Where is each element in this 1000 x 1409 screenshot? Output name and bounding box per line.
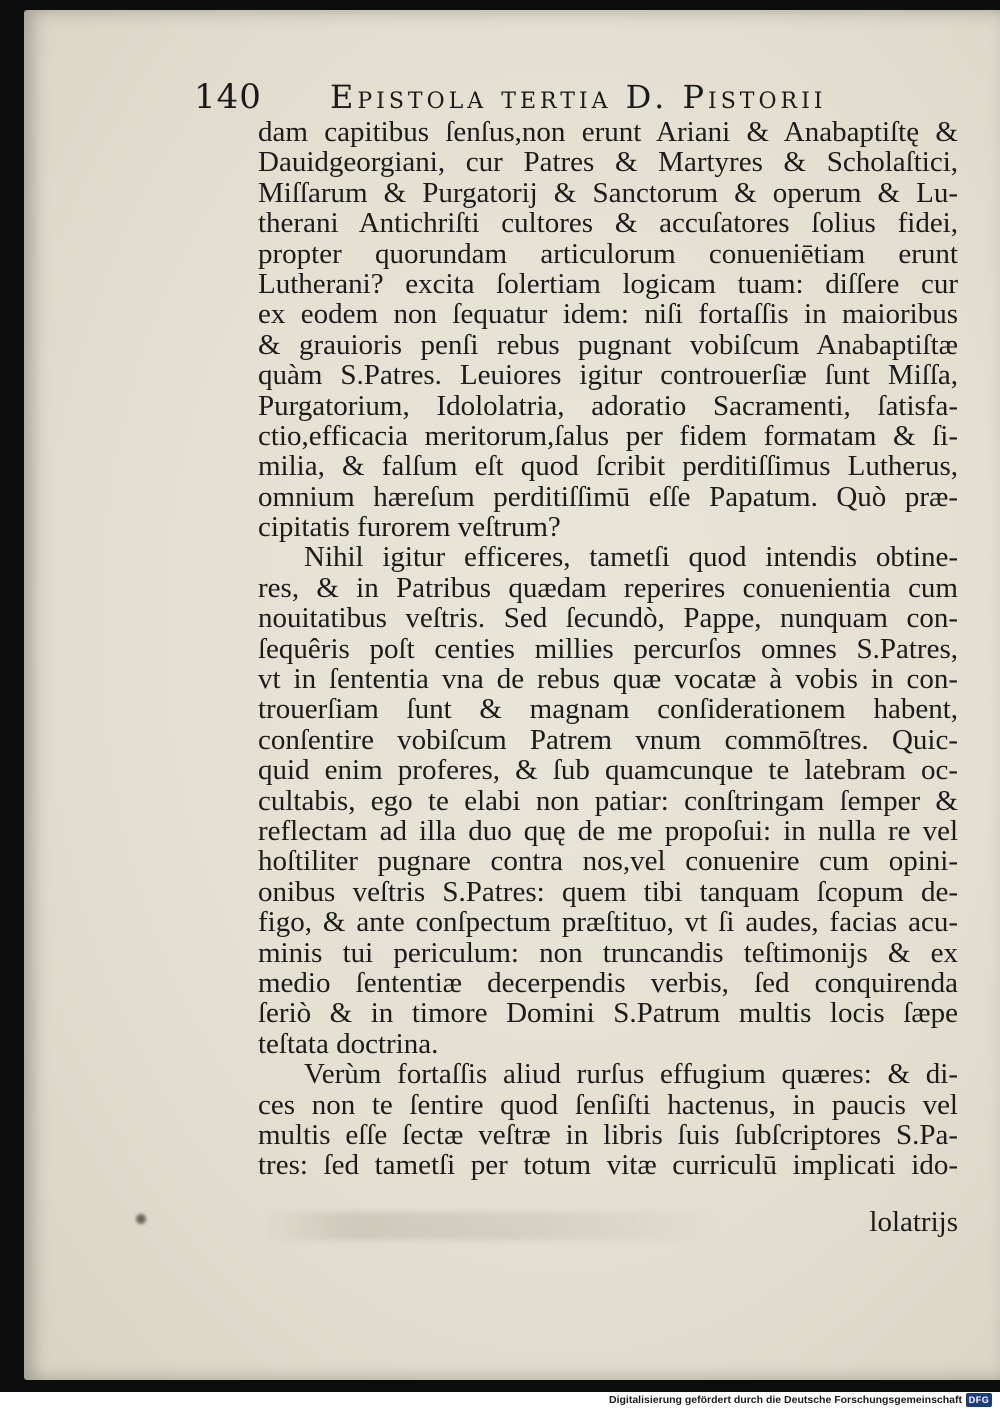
text-line: tres: ſed tametſi per totum vitæ curriculū implicati ido- — [258, 1149, 958, 1182]
text-line: Nihil igitur efficeres, tametſi quod intendis obtine- — [304, 541, 958, 574]
catchword: lolatrijs — [869, 1206, 958, 1238]
text-line: milia, & falſum eſt quod ſcribit perditiſſimus Lutherus, — [258, 450, 958, 483]
text-line: teſtata doctrina. — [258, 1027, 439, 1060]
text-line: multis eſſe ſectæ veſtræ in libris ſuis ſubſcriptores S.Pa- — [258, 1118, 958, 1151]
text-line: Verùm fortaſſis aliud rurſus effugium quæres: & di- — [304, 1058, 958, 1091]
text-line: figo, & ante conſpectum præſtituo, vt ſi audes, facias acu- — [258, 906, 958, 939]
text-line: & grauioris penſi rebus pugnant vobiſcum Anabaptiſtæ — [258, 328, 958, 361]
text-line: ces non te ſentire quod ſenſiſti hactenus, in paucis vel — [258, 1088, 958, 1121]
funding-credit: Digitalisierung gefördert durch die Deutsche Forschungsgemeinschaft — [609, 1394, 962, 1406]
page-number: 140 — [194, 77, 262, 117]
text-line: therani Antichriſti cultores & accuſatores ſolius fidei, — [258, 207, 958, 240]
text-line: omnium hæreſum perditiſſimū eſſe Papatum. Quò præ- — [258, 480, 958, 513]
text-line: ſequêris poſt centies millies percurſos omnes S.Patres, — [258, 632, 958, 665]
text-line: reflectam ad illa duo quę de me propoſui: in nulla re vel — [258, 814, 958, 847]
running-head: Epistola tertia D. Pistorii — [330, 78, 827, 116]
page-header — [194, 74, 884, 120]
text-line: Purgatorium, Idololatria, adoratio Sacramenti, ſatisfa- — [258, 389, 958, 422]
text-line: propter quorundam articulorum conueniētiam erunt — [258, 237, 958, 270]
text-line: cultabis, ego te elabi non patiar: conſtringam ſemper & — [258, 784, 958, 817]
text-line: ctio,efficacia meritorum,ſalus per fidem formatam & ſi- — [258, 419, 958, 452]
text-line: res, & in Patribus quædam reperires conuenientia cum — [258, 571, 958, 604]
text-line: trouerſiam ſunt & magnam conſiderationem habent, — [258, 693, 958, 726]
text-line: vt in ſententia vna de rebus quæ vocatæ à vobis in con- — [258, 663, 958, 696]
text-line: ex eodem non ſequatur idem: niſi fortaſſis in maioribus — [258, 298, 958, 331]
ink-speck — [136, 1214, 146, 1224]
text-line: dam capitibus ſenſus,non erunt Ariani & Anabaptiſtę & — [258, 116, 958, 148]
text-line: quid enim proferes, & ſub quamcunque te latebram oc- — [258, 754, 958, 787]
text-line: Lutherani? excita ſolertiam logicam tuam: diſſere cur — [258, 267, 958, 300]
text-line: quàm S.Patres. Leuiores igitur controuerſiæ ſunt Miſſa, — [258, 359, 958, 392]
text-line: onibus veſtris S.Patres: quem tibi tanquam ſcopum de- — [258, 875, 958, 908]
body-text — [258, 117, 958, 1181]
text-line: nouitatibus veſtris. Sed ſecundò, Pappe, nunquam con- — [258, 602, 958, 635]
text-line: Miſſarum & Purgatorij & Sanctorum & operum & Lu- — [258, 176, 958, 209]
text-line: Dauidgeorgiani, cur Patres & Martyres & Scholaſtici, — [258, 146, 958, 179]
bleed-through — [262, 1212, 722, 1240]
text-line: medio ſententiæ decerpendis verbis, ſed conquirenda — [258, 966, 958, 999]
dfg-logo-icon: DFG — [966, 1393, 992, 1407]
text-line: ſeriò & in timore Domini S.Patrum multis locis ſæpe — [258, 997, 958, 1030]
text-line: hoſtiliter pugnare contra nos,vel conuenire cum opini- — [258, 845, 958, 878]
text-line: conſentire vobiſcum Patrem vnum commōſtres. Quic- — [258, 723, 958, 756]
text-line: minis tui periculum: non truncandis teſtimonijs & ex — [258, 936, 958, 969]
text-line: cipitatis furorem veſtrum? — [258, 511, 561, 544]
